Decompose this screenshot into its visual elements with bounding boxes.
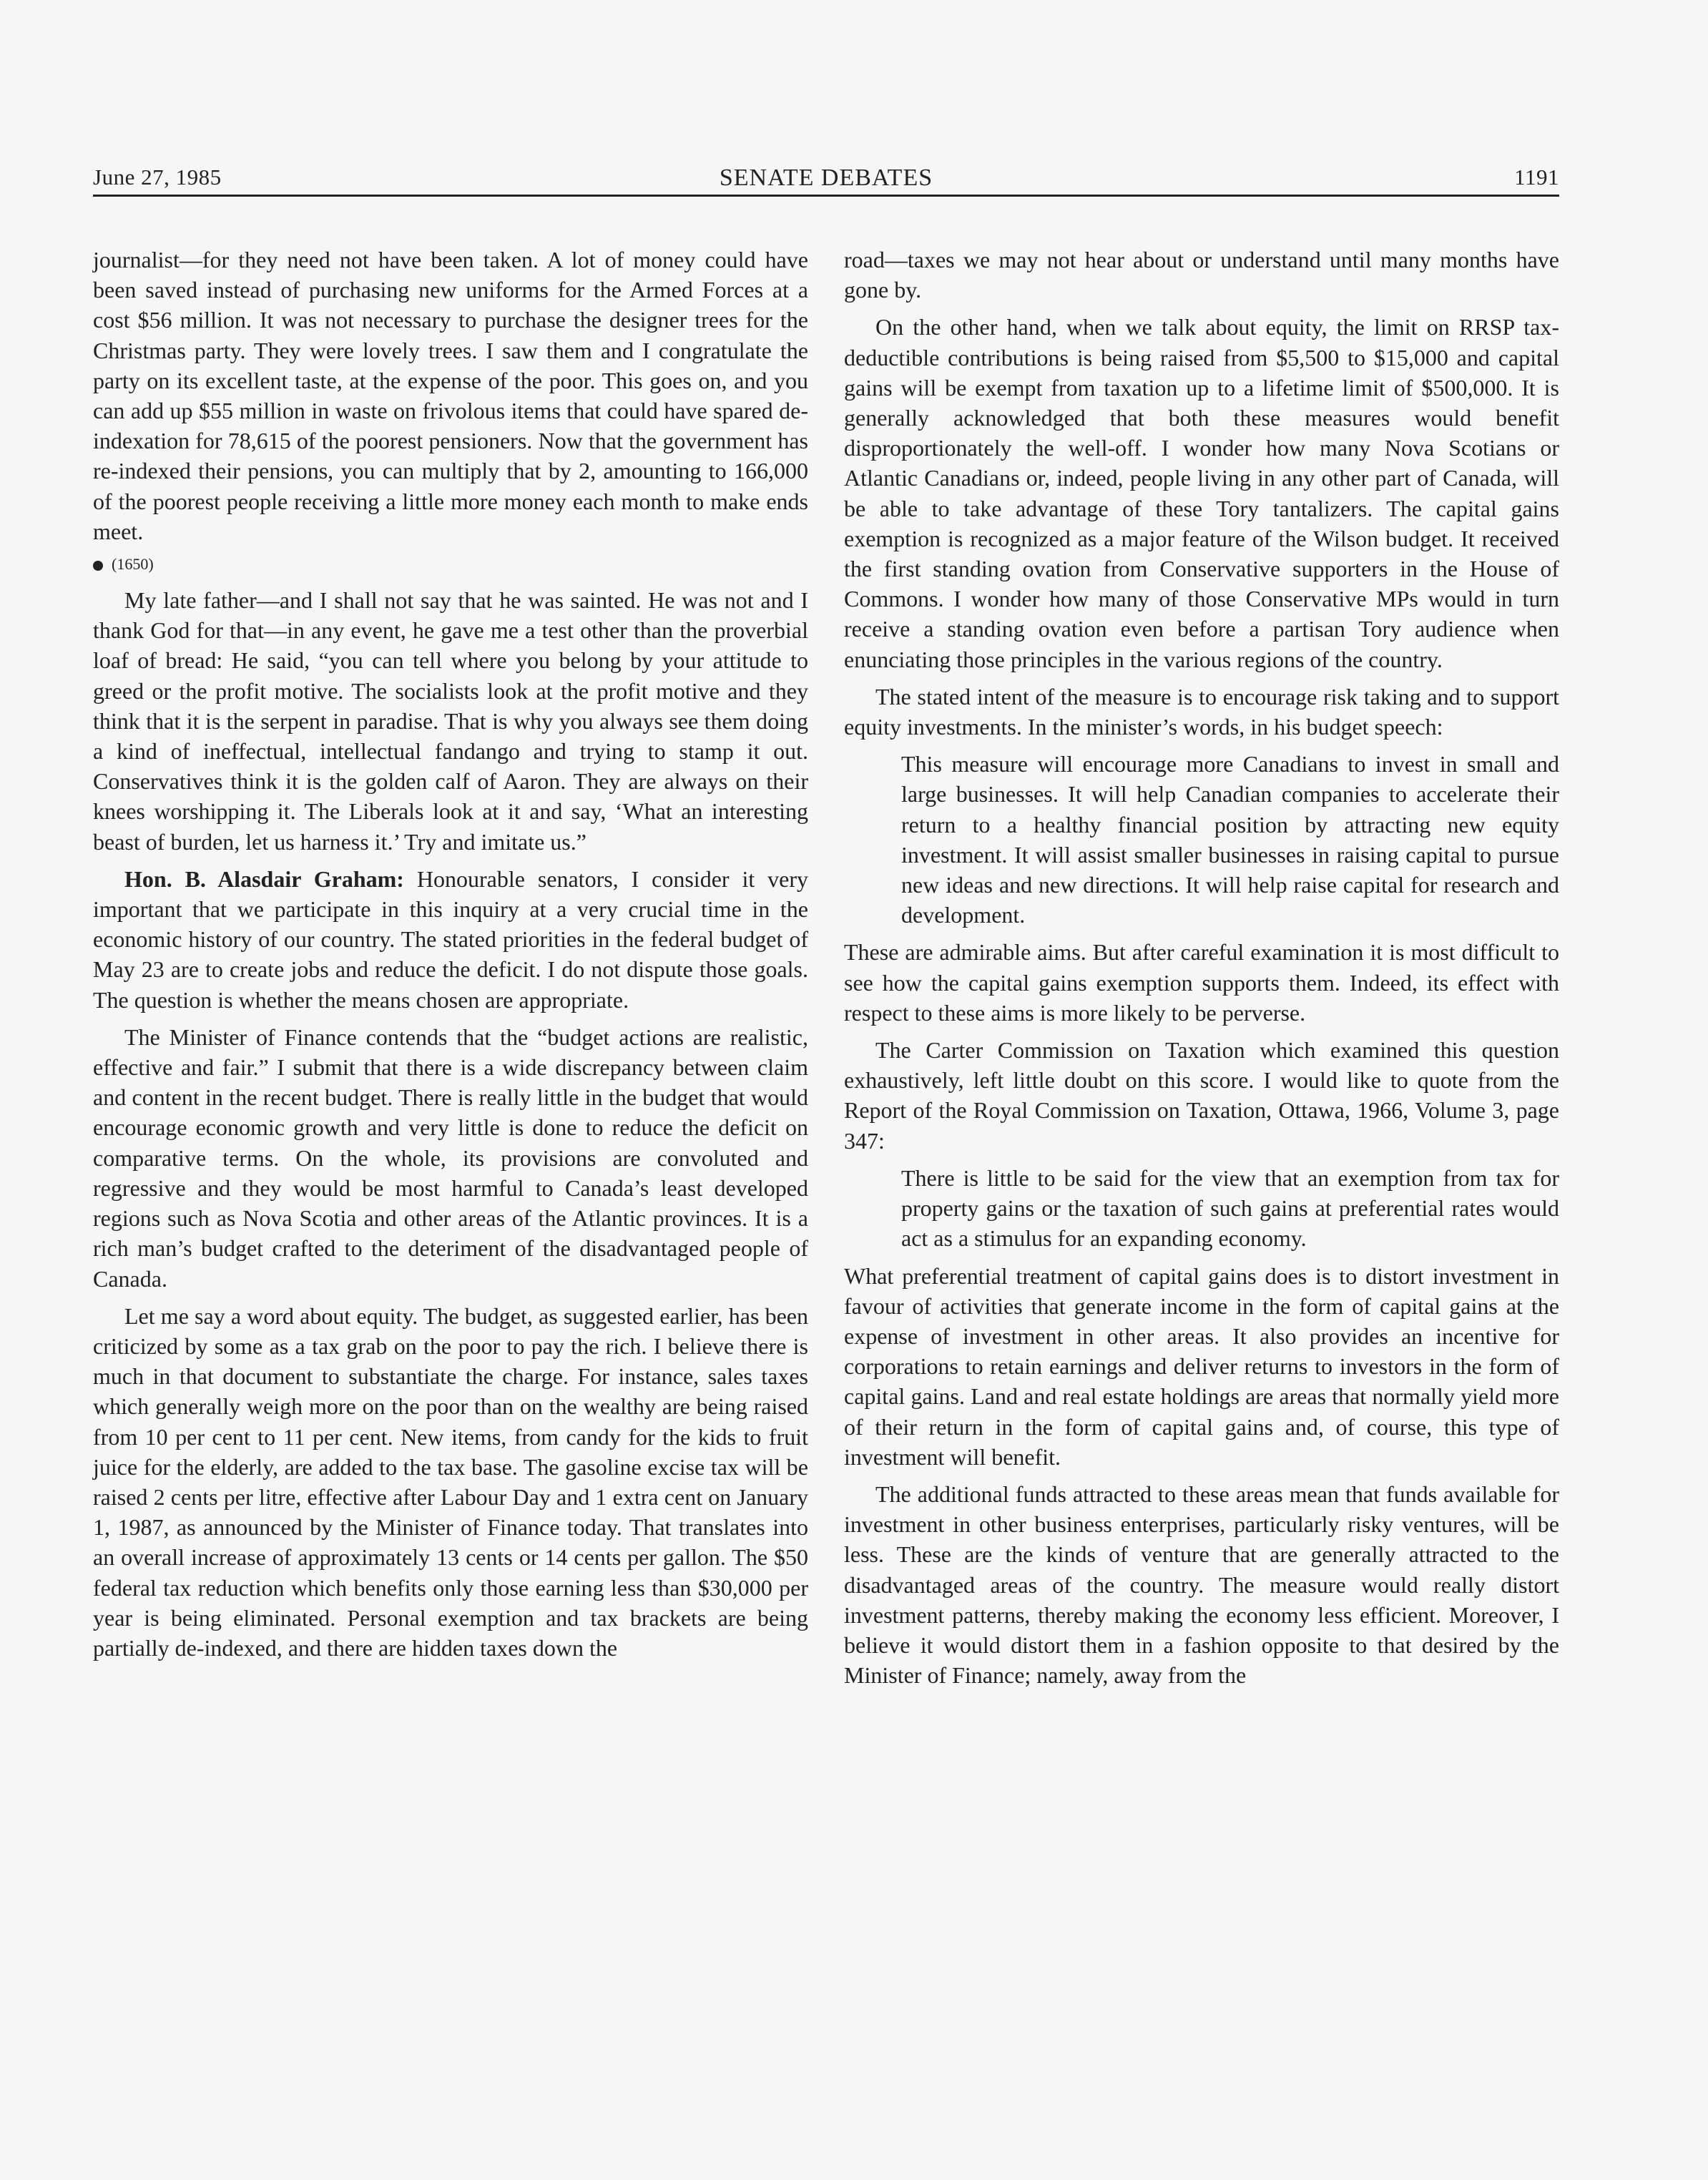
paragraph: The Carter Commission on Taxation which examined this question exhaustively, left little doubt on this score. I would like to quote from the Report of the Royal Commission on Taxation, Ottawa, 1966, Volume 3, page 347: xyxy=(844,1037,1559,1154)
paragraph: On the other hand, when we talk about equity, the limit on RRSP tax-deductible contributions is being raised from $5,500 to $15,000 and capital gains will be exempt from taxation up to a lifetime limit of $500,000. It is generally acknowledged that both these measures would benefit disproportionately the well-off. I wonder how many Nova Scotians or Atlantic Canadians or, indeed, people living in any other part of Canada, will be able to take advantage of these Tory tantalizers. The capital gains exemption is recognized as a major feature of the Wilson budget. It received the first standing ovation from Conservative supporters in the House of Commons. I wonder how many of those Conservative MPs would in turn receive a standing ovation even before a partisan Tory audience when enunciating those principles in the various regions of the country. xyxy=(844,314,1559,672)
header-rule xyxy=(93,195,1559,197)
header-date: June 27, 1985 xyxy=(93,165,222,190)
paragraph: Let me say a word about equity. The budget, as suggested earlier, has been criticized by some as a tax grab on the poor to pay the rich. I believe there is much in that document to substantiate the charge. For instance, sales taxes which generally weigh more on the poor than on the wealthy are being raised from 10 per cent to 11 per cent. New items, from candy for the kids to fruit juice for the elderly, are added to the tax base. The gasoline excise tax will be raised 2 cents per litre, effective after Labour Day and 1 extra cent on January 1, 1987, as announced by the Minister of Finance today. That translates into an overall increase of approximately 13 cents or 14 cents per gallon. The $50 federal tax reduction which benefits only those earning less than $30,000 per year is being eliminated. Personal exemption and tax brackets are being partially de-indexed, and there are hidden taxes down the xyxy=(93,1302,808,1661)
paragraph: What preferential treatment of capital gains does is to distort investment in favour of activities that generate income in the form of capital gains at the expense of investment in other areas. It also provides an incentive for corporations to retain earnings and deliver returns to investors in the form of capital gains. Land and real estate holdings are areas that normally yield more of their return in the form of capital gains and, of course, this type of investment will benefit. xyxy=(844,1262,1559,1470)
speaker-text: Honourable senators, I consider it very important that we participate in this inquiry at a very crucial time in the economic history of our country. The stated priorities in the federal budget of May 23 are to create jobs and reduce the deficit. I do not dispute those goals. The question is whether the means chosen are appropriate. xyxy=(93,865,809,1013)
time-marker xyxy=(93,554,808,575)
paragraph: The Minister of Finance contends that the “budget actions are realistic, effective and fair.” I submit that there is a wide discrepancy between claim and content in the recent budget. There is really little in the budget that would encourage economic growth and very little is done to reduce the deficit on comparative terms. On the whole, its provisions are convoluted and regressive and they would be most harmful to Canada’s least developed regions such as Nova Scotia and other areas of the Atlantic provinces. It is a rich man’s budget crafted to the deteriment of the disadvantaged people of Canada. xyxy=(93,1023,808,1292)
page-header xyxy=(93,159,1559,195)
left-column xyxy=(93,245,808,1670)
speaker-paragraph xyxy=(93,864,808,1015)
header-title: SENATE DEBATES xyxy=(719,165,933,191)
paragraph: road—taxes we may not hear about or understand until many months have gone by. xyxy=(844,247,1559,303)
time-marker-text: (1650) xyxy=(112,555,154,574)
bullet-icon xyxy=(93,561,103,571)
block-quote: There is little to be said for the view that an exemption from tax for property gains or the taxation of such gains at preferential rates would act as a stimulus for an expanding economy. xyxy=(901,1164,1559,1252)
paragraph: The stated intent of the measure is to encourage risk taking and to support equity investments. In the minister’s words, in his budget speech: xyxy=(844,683,1559,740)
paragraph: The additional funds attracted to these areas mean that funds available for investment in other business enterprises, particularly risky ventures, will be less. These are the kinds of venture that are generally attracted to the disadvantaged areas of the country. The measure would really distort investment patterns, thereby making the economy less efficient. Moreover, I believe it would distort them in a fashion opposite to that desired by the Minister of Finance; namely, away from the xyxy=(844,1481,1559,1689)
block-quote: This measure will encourage more Canadians to invest in small and large businesses. It will help Canadian companies to accelerate their return to a healthy financial position by attracting new equity investment. It will assist smaller businesses in raising capital to pursue new ideas and new directions. It will help raise capital for research and development. xyxy=(901,751,1559,928)
paragraph: My late father—and I shall not say that he was sainted. He was not and I thank God for that—in any event, he gave me a test other than the proverbial loaf of bread: He said, “you can tell where you belong by your attitude to greed or the profit motive. The socialists look at the profit motive and they think that it is the serpent in paradise. That is why you always see them doing a kind of ineffectual, intellectual fandango and trying to stamp it out. Conservatives think it is the golden calf of Aaron. They are always on their knees worshipping it. The Liberals look at it and say, ‘What an interesting beast of burden, let us harness it.’ Try and imitate us.” xyxy=(93,587,808,855)
right-column xyxy=(844,245,1559,1697)
speaker-name: Hon. B. Alasdair Graham: xyxy=(124,865,404,892)
page-number: 1191 xyxy=(1514,165,1559,190)
paragraph: These are admirable aims. But after careful examination it is most difficult to see how the capital gains exemption supports them. Indeed, its effect with respect to these aims is more likely to be perverse. xyxy=(844,939,1559,1026)
paragraph: journalist—for they need not have been taken. A lot of money could have been saved instead of purchasing new uniforms for the Armed Forces at a cost $56 million. It was not necessary to purchase the designer trees for the Christmas party. They were lovely trees. I saw them and I congratulate the party on its excellent taste, at the expense of the poor. This goes on, and you can add up $55 million in waste on frivolous items that could have spared de-indexation for 78,615 of the poorest pensioners. Now that the government has re-indexed their pensions, you can multiply that by 2, amounting to 166,000 of the poorest people receiving a little more money each month to make ends meet. xyxy=(93,247,808,544)
